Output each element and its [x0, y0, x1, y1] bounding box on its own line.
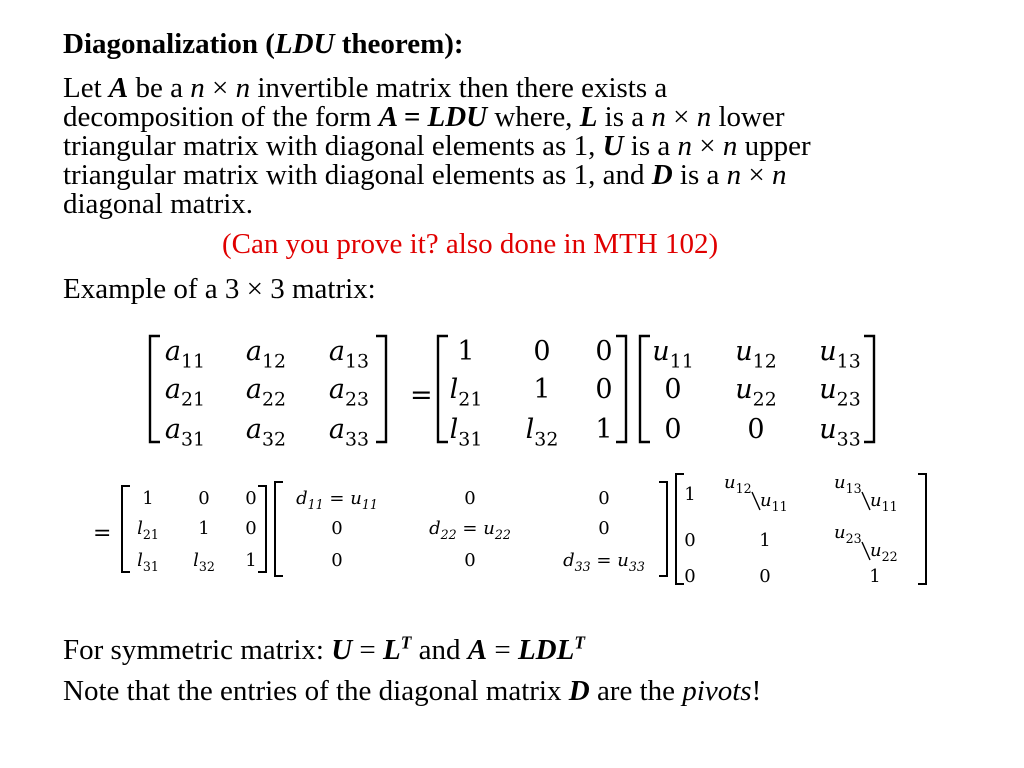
statement-line-3: triangular matrix with diagonal elements as 1, U is a n × n upper	[63, 130, 811, 162]
matrix-l-cell-32: $l_{32}$	[525, 414, 559, 451]
matrix-a-cell-22: $a_{22}$	[245, 374, 287, 411]
matrix-a-cell-13: $a_{13}$	[328, 336, 370, 373]
equation-1	[150, 336, 874, 451]
bracket-a-right	[376, 336, 386, 442]
matrix-u2-cell-13-denominator: $u_{11}$	[870, 490, 898, 515]
matrix-u2-cell-12-numerator: $u_{12}$	[724, 472, 752, 497]
bracket-u-left	[640, 336, 650, 442]
matrix-d-cell-23: 0	[598, 518, 610, 539]
matrix-l-cell-12: 0	[533, 336, 551, 367]
matrix-d-cell-21: 0	[331, 518, 343, 539]
matrix-u-cell-21: 0	[664, 374, 682, 405]
matrix-a-cell-12: $a_{12}$	[245, 336, 287, 373]
matrix-u-cell-13: $u_{13}$	[819, 336, 861, 373]
equation-2	[93, 472, 926, 587]
matrix-a-cell-11: $a_{11}$	[164, 336, 206, 373]
statement-line-5: diagonal matrix.	[63, 188, 254, 220]
matrix-u2-cell-21: 0	[684, 530, 696, 551]
matrix-l-cell-33: 1	[595, 414, 613, 445]
matrix-l2-cell-31: $l_{31}$	[137, 550, 159, 575]
matrix-u2-cell-23-slash	[862, 542, 870, 560]
matrix-l2-cell-11: 1	[142, 488, 154, 509]
matrix-a-cell-21: $a_{21}$	[164, 374, 206, 411]
matrix-d-cell-12: 0	[464, 488, 476, 509]
matrix-u-cell-11: $u_{11}$	[652, 336, 694, 373]
statement-line-4: triangular matrix with diagonal elements as 1, and D is a n × n	[63, 159, 787, 191]
matrix-d-cell-13: 0	[598, 488, 610, 509]
matrix-a-cell-23: $a_{23}$	[328, 374, 370, 411]
bracket-u2-left	[676, 474, 684, 584]
matrix-l2-cell-12: 0	[198, 488, 210, 509]
matrix-u-cell-33: $u_{33}$	[819, 414, 861, 451]
matrix-u2-cell-32: 0	[759, 566, 771, 587]
matrix-u2-cell-22: 1	[759, 530, 771, 551]
statement-line-1: Let A be a n × n invertible matrix then there exists a	[63, 72, 668, 104]
bracket-l2-right	[258, 486, 266, 572]
matrix-d-cell-32: 0	[464, 550, 476, 571]
equals-sign-1: =	[410, 380, 433, 411]
bracket-l-left	[438, 336, 448, 442]
matrix-l-cell-23: 0	[595, 374, 613, 405]
matrix-u2-cell-12-denominator: $u_{11}$	[760, 490, 788, 515]
pivots-note: Note that the entries of the diagonal matrix D are the pivots!	[63, 675, 762, 707]
bracket-a-left	[150, 336, 160, 442]
matrix-l2-cell-32: $l_{32}$	[193, 550, 215, 575]
bracket-u2-right	[918, 474, 926, 584]
matrix-u-cell-23: $u_{23}$	[819, 374, 861, 411]
matrix-u2-cell-13-slash	[862, 492, 870, 510]
matrix-d-cell-11: $d_{11} = u_{11}$	[296, 488, 378, 512]
example-label: Example of a 3 × 3 matrix:	[63, 273, 376, 305]
matrix-a-cell-32: $a_{32}$	[245, 414, 287, 451]
equals-sign-2: =	[93, 521, 112, 546]
matrix-u-cell-22: $u_{22}$	[735, 374, 777, 411]
matrix-u-cell-32: 0	[747, 414, 765, 445]
matrix-l2-cell-22: 1	[198, 518, 210, 539]
matrix-u2-cell-13	[834, 472, 898, 514]
matrix-d-cell-22: $d_{22} = u_{22}$	[429, 518, 511, 542]
matrix-u2-cell-12	[724, 472, 788, 514]
matrix-l-cell-21: $l_{21}$	[449, 374, 483, 411]
heading-text-end: theorem):	[334, 28, 464, 60]
matrix-u-cell-31: 0	[664, 414, 682, 445]
matrix-u2-cell-23-denominator: $u_{22}$	[870, 540, 898, 565]
matrix-l-cell-22: 1	[533, 374, 551, 405]
bracket-l2-left	[122, 486, 130, 572]
matrix-u-cell-12: $u_{12}$	[735, 336, 777, 373]
matrix-l2-cell-33: 1	[245, 550, 257, 571]
heading-text: Diagonalization (	[63, 28, 275, 60]
matrix-a-cell-31: $a_{31}$	[164, 414, 206, 451]
bracket-d-left	[275, 482, 283, 576]
matrix-u2-cell-12-slash	[752, 492, 760, 510]
matrix-u2-cell-11: 1	[684, 484, 696, 505]
matrix-l-cell-31: $l_{31}$	[449, 414, 483, 451]
bracket-u-right	[864, 336, 874, 442]
matrix-l2-cell-13: 0	[245, 488, 257, 509]
matrix-u2-cell-31: 0	[684, 566, 696, 587]
matrix-l-cell-11: 1	[457, 336, 475, 367]
heading-ldu: LDU	[274, 28, 335, 60]
bracket-d-right	[659, 482, 667, 576]
prove-it-note: (Can you prove it? also done in MTH 102)	[222, 228, 719, 260]
matrix-a-cell-33: $a_{33}$	[328, 414, 370, 451]
matrix-l2-cell-23: 0	[245, 518, 257, 539]
matrix-u2-cell-33: 1	[869, 566, 881, 587]
matrix-l2-cell-21: $l_{21}$	[137, 518, 159, 543]
matrix-u2-cell-23	[834, 522, 898, 564]
bracket-l-right	[616, 336, 626, 442]
matrix-d-cell-33: $d_{33} = u_{33}$	[563, 550, 645, 574]
matrix-u2-cell-23-numerator: $u_{23}$	[834, 522, 862, 547]
statement-line-2: decomposition of the form A = LDU where, L is a n × n lower	[63, 101, 785, 133]
matrix-l-cell-13: 0	[595, 336, 613, 367]
symmetric-statement: For symmetric matrix: $U = L^T$ and $A = LDL^T$	[63, 632, 585, 666]
matrix-u2-cell-13-numerator: $u_{13}$	[834, 472, 862, 497]
matrix-d-cell-31: 0	[331, 550, 343, 571]
